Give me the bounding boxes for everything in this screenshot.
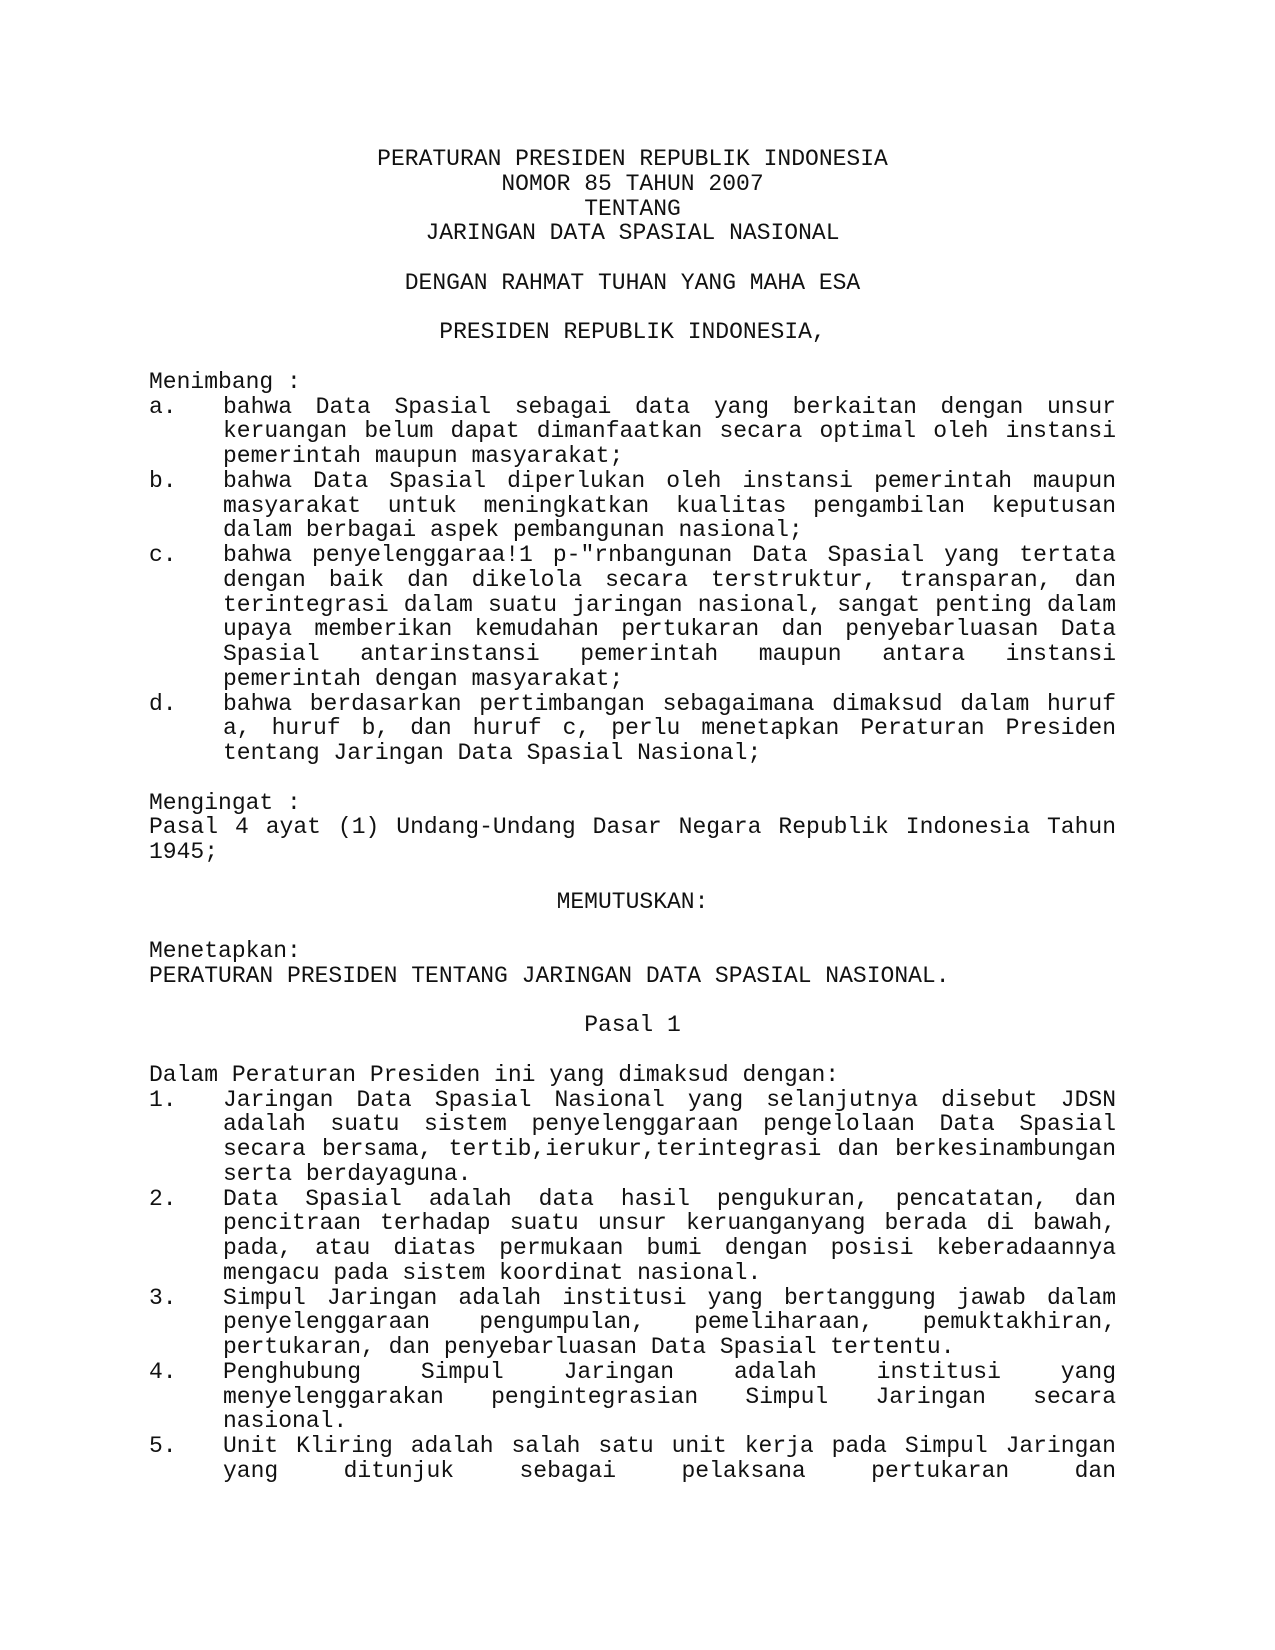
mengingat-heading: Mengingat : [149, 789, 301, 816]
definition-item [149, 1434, 1116, 1484]
regulation-about: TENTANG [584, 195, 681, 222]
menetapkan-text: PERATURAN PRESIDEN TENTANG JARINGAN DATA SPASIAL NASIONAL. [149, 962, 950, 989]
document-body [149, 147, 1116, 1484]
item-text: Data Spasial adalah data hasil pengukuran, pencatatan, dan pencitraan terhadap suatu unsur keruanganyang berada di bawah, pada, atau diatas permukaan bumi dengan posisi keberadaannya mengacu pada sistem koordinat nasional. [223, 1185, 1116, 1286]
pasal-intro: Dalam Peraturan Presiden ini yang dimaksud dengan: [149, 1061, 840, 1088]
item-label: c. [149, 542, 177, 568]
item-label: 5. [149, 1433, 177, 1459]
menimbang-item [149, 543, 1116, 692]
menetapkan-label: Menetapkan: [149, 938, 301, 964]
item-text: bahwa berdasarkan pertimbangan sebagaimana dimaksud dalam huruf a, huruf b, dan huruf c, perlu menetapkan Peraturan Presiden tentang Jaringan Data Spasial Nasional; [223, 690, 1116, 766]
menimbang-item [149, 395, 1116, 469]
decision-heading: MEMUTUSKAN: [556, 888, 709, 915]
definition-item [149, 1360, 1116, 1434]
pasal-heading: Pasal 1 [584, 1012, 681, 1039]
item-text: Unit Kliring adalah salah satu unit kerja pada Simpul Jaringan yang ditunjuk sebagai pelaksana pertukaran dan [223, 1433, 1116, 1484]
item-text: Jaringan Data Spasial Nasional yang selanjutnya disebut JDSN adalah suatu sistem penyelenggaraan pengelolaan Data Spasial secara bersama, tertib,ierukur,terintegrasi dan berkesinambungan serta berdayaguna. [223, 1086, 1116, 1187]
regulation-subject: JARINGAN DATA SPASIAL NASIONAL [425, 220, 840, 247]
definition-item [149, 1187, 1116, 1286]
definition-item [149, 1286, 1116, 1360]
regulation-title: PERATURAN PRESIDEN REPUBLIK INDONESIA [377, 146, 888, 172]
menimbang-heading: Menimbang : [149, 368, 301, 395]
invocation: DENGAN RAHMAT TUHAN YANG MAHA ESA [404, 269, 861, 296]
regulation-number: NOMOR 85 TAHUN 2007 [501, 170, 764, 197]
menimbang-item [149, 692, 1116, 766]
item-text: Simpul Jaringan adalah institusi yang bertanggung jawab dalam penyelenggaraan pengumpulan, pemeliharaan, pemuktakhiran, pertukaran, dan penyebarluasan Data Spasial tertentu. [223, 1284, 1116, 1360]
item-label: 1. [149, 1086, 177, 1113]
item-text: bahwa penyelenggaraa!1 p-"rnbangunan Data Spasial yang tertata dengan baik dan dikelola secara terstruktur, transparan, dan terintegrasi dalam suatu jaringan nasional, sangat penting dalam upaya memberikan kemudahan pertukaran dan penyebarluasan Data Spasial antarinstansi pemerintah maupun antara instansi pemerintah dengan masyarakat; [223, 542, 1116, 692]
item-label: 3. [149, 1284, 177, 1311]
mengingat-text: Pasal 4 ayat (1) Undang-Undang Dasar Negara Republik Indonesia Tahun 1945; [149, 814, 1116, 865]
item-label: d. [149, 690, 177, 717]
item-label: 4. [149, 1358, 177, 1385]
menimbang-item [149, 469, 1116, 543]
item-label: 2. [149, 1185, 177, 1212]
definition-item [149, 1088, 1116, 1187]
item-text: Penghubung Simpul Jaringan adalah institusi yang menyelenggarakan pengintegrasian Simpul Jaringan secara nasional. [223, 1358, 1116, 1435]
item-label: a. [149, 393, 177, 420]
item-text: bahwa Data Spasial sebagai data yang berkaitan dengan unsur keruangan belum dapat dimanfaatkan secara optimal oleh instansi pemerintah maupun masyarakat; [223, 393, 1116, 469]
authority: PRESIDEN REPUBLIK INDONESIA, [439, 319, 826, 346]
item-text: bahwa Data Spasial diperlukan oleh instansi pemerintah maupun masyarakat untuk meningkatkan kualitas pengambilan keputusan dalam berbagai aspek pembangunan nasional; [223, 467, 1116, 544]
item-label: b. [149, 467, 177, 494]
